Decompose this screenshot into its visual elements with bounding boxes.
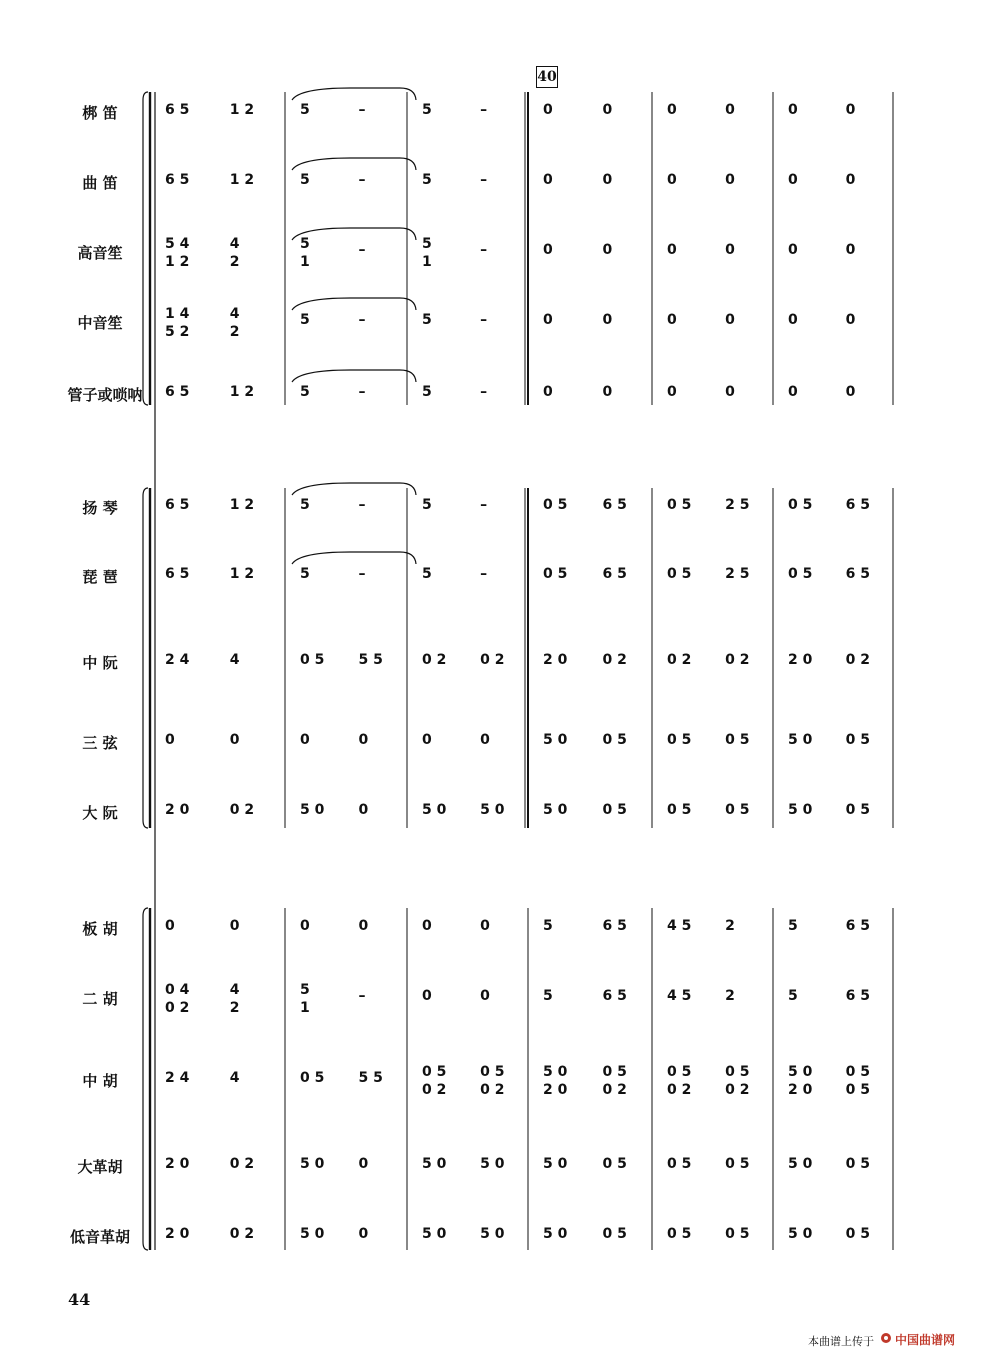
instrument-label: 琵 琶 [82, 568, 118, 586]
note-group: 0 [480, 732, 490, 748]
note-group: 2 5 [725, 566, 750, 582]
note-group: 2 0 [543, 652, 568, 668]
note-group: 6 5 [602, 497, 627, 513]
instrument-label: 低音革胡 [69, 1228, 130, 1246]
note-group: 0 5 [845, 1156, 870, 1172]
note-group: 4 [229, 652, 240, 668]
note-group: 5 0 [300, 1226, 325, 1242]
note-group: 0 [602, 242, 613, 258]
note-group: 1 2 [229, 102, 255, 118]
note-group: 5 [788, 988, 798, 1004]
note-group: – [358, 497, 366, 513]
tie [292, 158, 416, 170]
note-group: 0 [300, 918, 310, 934]
note-group: 0 5 [845, 802, 870, 818]
instrument-label: 管子或唢呐 [67, 386, 143, 404]
note-group: 2 4 [165, 1070, 190, 1086]
note-group: – [480, 384, 488, 400]
note-group: – [358, 242, 366, 258]
note-group: 0 5 [845, 1226, 870, 1242]
note-group: 0 [725, 102, 735, 118]
note-group: 0 2 [229, 1226, 255, 1242]
note-group: 4 [229, 236, 240, 252]
note-group: 5 0 [480, 1156, 505, 1172]
note-group: 0 2 [165, 1000, 190, 1016]
note-group: 0 5 [602, 1064, 627, 1080]
note-group: 0 [358, 1226, 369, 1242]
note-group: – [358, 312, 366, 328]
note-group: 2 0 [165, 802, 190, 818]
note-group: 1 2 [229, 497, 255, 513]
note-group: 0 2 [422, 1082, 447, 1098]
note-group: 0 2 [667, 652, 692, 668]
tie [292, 228, 416, 240]
note-group: 0 5 [543, 566, 568, 582]
note-group: 2 [725, 988, 735, 1004]
note-group: – [480, 242, 488, 258]
note-group: – [358, 102, 366, 118]
instrument-label: 扬 琴 [82, 499, 118, 517]
note-group: – [480, 497, 488, 513]
note-group: 5 0 [543, 1156, 568, 1172]
note-group: 0 5 [788, 566, 813, 582]
note-group: 0 [725, 172, 735, 188]
note-group: 0 [602, 102, 613, 118]
note-group: 1 [422, 254, 432, 270]
note-group: – [480, 312, 488, 328]
note-group: 0 5 [300, 1070, 325, 1086]
note-group: 0 5 [602, 802, 627, 818]
instrument-label: 大革胡 [77, 1158, 123, 1176]
note-group: 2 [229, 324, 240, 340]
note-group: 5 [543, 988, 553, 1004]
note-group: 6 5 [165, 172, 190, 188]
note-group: 4 5 [667, 918, 692, 934]
note-group: 0 [788, 242, 798, 258]
note-group: 0 5 [725, 732, 750, 748]
note-group: 1 [300, 254, 310, 270]
note-group: 0 [480, 918, 490, 934]
note-group: 0 5 [667, 1226, 692, 1242]
note-group: 0 4 [165, 982, 190, 998]
note-group: 0 [602, 384, 613, 400]
note-group: 6 5 [165, 566, 190, 582]
note-group: 0 [602, 172, 613, 188]
note-group: 0 5 [725, 1064, 750, 1080]
note-group: 2 5 [725, 497, 750, 513]
note-group: 2 [229, 254, 240, 270]
note-group: 0 5 [788, 497, 813, 513]
note-group: 5 [300, 982, 310, 998]
note-group: 5 [422, 497, 432, 513]
note-group: 2 4 [165, 652, 190, 668]
instrument-label: 中 阮 [82, 654, 118, 672]
note-group: 5 [300, 236, 310, 252]
tie [292, 483, 416, 495]
note-group: – [358, 172, 366, 188]
instrument-label: 曲 笛 [82, 174, 118, 192]
note-group: 5 [422, 172, 432, 188]
note-group: 5 [300, 312, 310, 328]
note-group: 0 [422, 732, 432, 748]
site-logo-icon [880, 1332, 892, 1344]
note-group: 1 2 [229, 172, 255, 188]
note-group: 0 [422, 988, 432, 1004]
note-group: 2 0 [788, 652, 813, 668]
note-group: 1 2 [229, 384, 255, 400]
note-group: 0 [602, 312, 613, 328]
note-group: 6 5 [165, 102, 190, 118]
tie [292, 298, 416, 310]
note-group: 4 [229, 982, 240, 998]
note-group: 0 [480, 988, 490, 1004]
note-group: 2 [725, 918, 735, 934]
note-group: 0 5 [667, 732, 692, 748]
note-group: 5 [300, 497, 310, 513]
note-group: 0 [543, 312, 553, 328]
note-group: – [358, 384, 366, 400]
note-group: 5 [788, 918, 798, 934]
note-group: 0 [788, 384, 798, 400]
note-group: 0 5 [602, 1156, 627, 1172]
note-group: 0 [667, 384, 677, 400]
note-group: 5 [422, 236, 432, 252]
note-group: 0 5 [602, 732, 627, 748]
note-group: 0 [358, 918, 369, 934]
note-group: 6 5 [845, 566, 870, 582]
note-group: 0 [667, 102, 677, 118]
note-group: 0 [845, 242, 856, 258]
note-group: 0 5 [845, 1082, 870, 1098]
page-number: 44 [68, 1290, 91, 1309]
note-group: 0 [229, 918, 240, 934]
note-group: 0 5 [667, 1064, 692, 1080]
site-logo-text: 中国曲谱网 [895, 1333, 956, 1347]
note-group: 0 5 [667, 566, 692, 582]
note-group: 1 2 [165, 254, 190, 270]
note-group: 1 [300, 1000, 310, 1016]
note-group: 0 [788, 102, 798, 118]
note-group: 0 5 [725, 802, 750, 818]
note-group: – [480, 172, 488, 188]
note-group: 5 0 [543, 1064, 568, 1080]
instrument-label: 三 弦 [82, 734, 118, 752]
note-group: 5 0 [543, 1226, 568, 1242]
tie [292, 552, 416, 564]
note-group: 0 2 [480, 652, 505, 668]
note-group: 6 5 [602, 988, 627, 1004]
note-group: 5 0 [300, 802, 325, 818]
note-group: 0 [543, 384, 553, 400]
note-group: 5 [543, 918, 553, 934]
instrument-label: 大 阮 [82, 804, 118, 822]
note-group: 0 5 [422, 1064, 447, 1080]
note-group: 5 0 [543, 732, 568, 748]
note-group: 0 2 [725, 1082, 750, 1098]
tie [292, 370, 416, 382]
note-group: 0 5 [480, 1064, 505, 1080]
note-group: 0 5 [602, 1226, 627, 1242]
note-group: 2 0 [543, 1082, 568, 1098]
note-group: 5 [300, 566, 310, 582]
note-group: 0 5 [845, 1064, 870, 1080]
note-group: 5 0 [788, 802, 813, 818]
note-group: 5 [422, 384, 432, 400]
tie [292, 88, 416, 100]
note-group: 0 [845, 172, 856, 188]
note-group: 0 [667, 172, 677, 188]
note-group: 0 [165, 918, 175, 934]
note-group: 0 [845, 312, 856, 328]
note-group: 5 5 [358, 1070, 383, 1086]
note-group: 0 [667, 242, 677, 258]
note-group: 4 [229, 1070, 240, 1086]
note-group: 0 [725, 242, 735, 258]
note-group: 0 2 [602, 1082, 627, 1098]
instrument-label: 中音笙 [77, 314, 123, 332]
note-group: 0 5 [725, 1156, 750, 1172]
note-group: 0 [358, 732, 369, 748]
note-group: 0 [300, 732, 310, 748]
note-group: 5 5 [358, 652, 383, 668]
note-group: 6 5 [165, 384, 190, 400]
note-group: 0 5 [300, 652, 325, 668]
note-group: 0 [358, 802, 369, 818]
note-group: 0 2 [667, 1082, 692, 1098]
note-group: 6 5 [845, 988, 870, 1004]
note-group: 4 [229, 306, 240, 322]
note-group: 0 2 [725, 652, 750, 668]
note-group: 2 0 [788, 1082, 813, 1098]
instrument-label: 板 胡 [82, 920, 118, 938]
note-group: 0 5 [667, 802, 692, 818]
note-group: 5 0 [480, 1226, 505, 1242]
note-group: 5 0 [788, 1064, 813, 1080]
note-group: 0 [788, 312, 798, 328]
note-group: 4 5 [667, 988, 692, 1004]
note-group: 0 [667, 312, 677, 328]
note-group: 0 [725, 312, 735, 328]
note-group: 6 5 [845, 918, 870, 934]
footer-upload-text: 本曲谱上传于 [808, 1335, 874, 1348]
note-group: 0 [845, 384, 856, 400]
note-group: 2 0 [165, 1156, 190, 1172]
note-group: 6 5 [165, 497, 190, 513]
note-group: 0 [229, 732, 240, 748]
note-group: 0 2 [229, 1156, 255, 1172]
note-group: 2 0 [165, 1226, 190, 1242]
note-group: 6 5 [845, 497, 870, 513]
note-group: 0 [165, 732, 175, 748]
instrument-label: 二 胡 [82, 990, 118, 1008]
note-group: 0 2 [480, 1082, 505, 1098]
note-group: – [358, 566, 366, 582]
note-group: 0 2 [422, 652, 447, 668]
note-group: 0 5 [543, 497, 568, 513]
note-group: 5 0 [480, 802, 505, 818]
note-group: 5 [422, 312, 432, 328]
note-group: 6 5 [602, 918, 627, 934]
note-group: 0 [543, 242, 553, 258]
note-group: – [480, 102, 488, 118]
note-group: 5 [300, 172, 310, 188]
note-group: 0 2 [845, 652, 870, 668]
note-group: 0 5 [845, 732, 870, 748]
note-group: 0 5 [667, 1156, 692, 1172]
note-group: 5 0 [543, 802, 568, 818]
note-group: 0 [543, 172, 553, 188]
note-group: 1 2 [229, 566, 255, 582]
note-group: 0 [358, 1156, 369, 1172]
note-group: 6 5 [602, 566, 627, 582]
note-group: – [480, 566, 488, 582]
instrument-label: 高音笙 [77, 244, 123, 262]
note-group: 0 [788, 172, 798, 188]
note-group: 5 0 [422, 1156, 447, 1172]
note-group: 5 2 [165, 324, 190, 340]
note-group: 2 [229, 1000, 240, 1016]
instrument-label: 梆 笛 [82, 104, 118, 122]
note-group: 5 [422, 566, 432, 582]
note-group: 0 5 [667, 497, 692, 513]
note-group: 0 [422, 918, 432, 934]
note-group: 5 0 [788, 732, 813, 748]
note-group: 5 [422, 102, 432, 118]
note-group: 5 [300, 102, 310, 118]
note-group: 0 2 [602, 652, 627, 668]
note-group: 0 [543, 102, 553, 118]
note-group: 0 [725, 384, 735, 400]
note-group: 1 4 [165, 306, 190, 322]
note-group: 5 0 [788, 1226, 813, 1242]
note-group: 0 [845, 102, 856, 118]
note-group: 5 4 [165, 236, 190, 252]
note-group: 0 2 [229, 802, 255, 818]
note-group: 5 0 [422, 1226, 447, 1242]
note-group: 0 5 [725, 1226, 750, 1242]
rehearsal-mark: 40 [536, 66, 558, 88]
note-group: 5 0 [788, 1156, 813, 1172]
instrument-label: 中 胡 [82, 1072, 118, 1090]
note-group: 5 [300, 384, 310, 400]
note-group: – [358, 988, 366, 1004]
note-group: 5 0 [422, 802, 447, 818]
note-group: 5 0 [300, 1156, 325, 1172]
